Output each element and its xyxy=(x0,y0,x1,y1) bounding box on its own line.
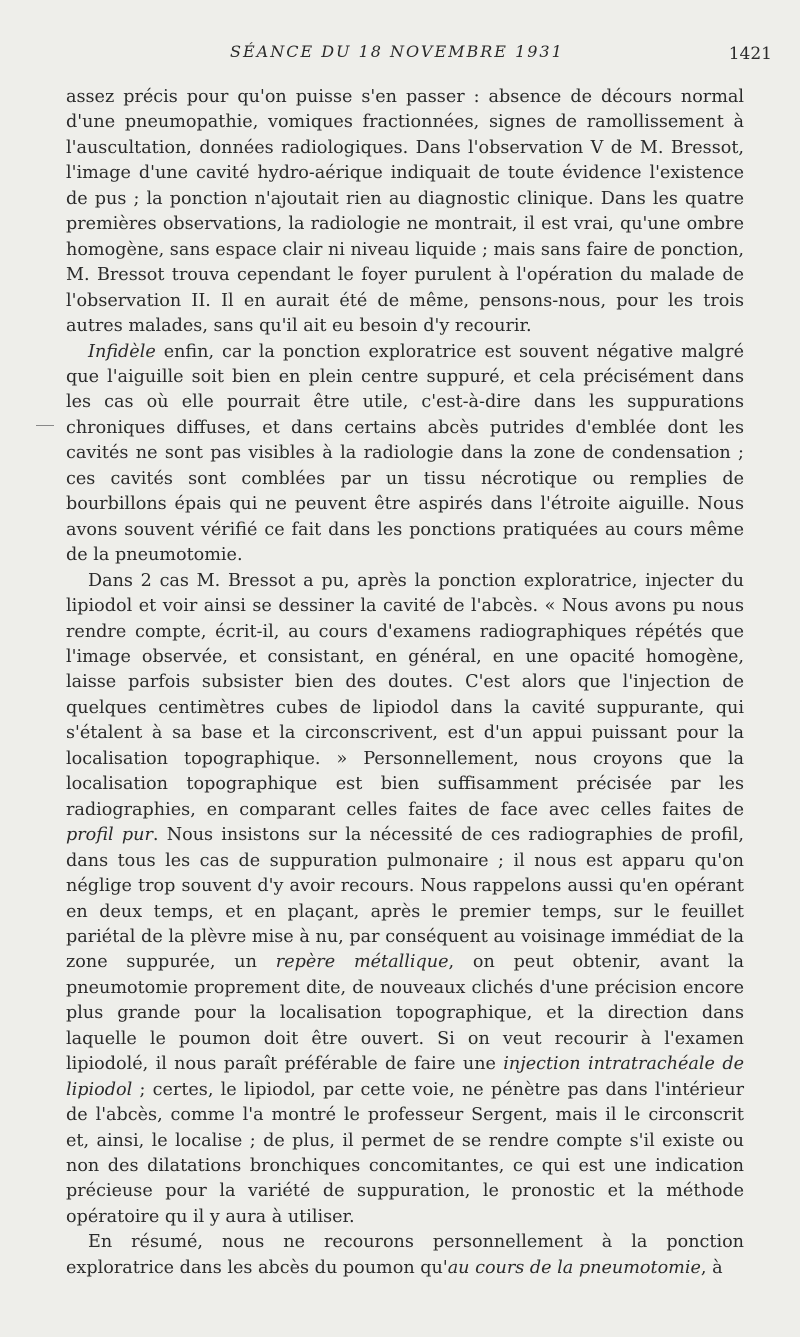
text-span: Dans 2 cas M. Bressot a pu, après la ponction exploratrice, injecter du lipiodol et voir ainsi se dessiner la cavité de l'abcès. « Nous avons pu nous rendre compte, écrit-il, au cours d'examens radiographiques répétés que l'image observée, et consistant, en général, en une opacité homogène, laisse parfois subsister bien des doutes. C'est alors que l'injection de quelques centimètres cubes de lipiodol dans la cavité suppurante, qui s'étalent à sa base et la circonscrivent, est d'un appui puissant pour la localisation topographique. » Personnellement, nous croyons que la localisation topographique est bien suffisamment précisée par les radiographies, en comparant celles faites de face avec celles faites de xyxy=(66,570,744,820)
italic-term: profil pur xyxy=(66,825,153,846)
text-span: , à xyxy=(700,1257,723,1278)
paragraph xyxy=(66,340,744,569)
page-header xyxy=(0,40,800,72)
paragraph xyxy=(66,1230,744,1281)
paragraph xyxy=(66,85,744,340)
text-span: . Nous insistons sur la nécessité de ces radiographies de profil, dans tous les cas de suppuration pulmonaire ; il nous est apparu qu'on néglige trop souvent d'y avoir recours. Nous rappelons aussi qu'en opérant en deux temps, et en plaçant, après le premier temps, sur le feuillet pariétal de la plèvre mise à nu, par conséquent au voisinage immédiat de la zone suppurée, un xyxy=(66,825,744,973)
body-text xyxy=(66,85,744,1281)
margin-mark xyxy=(36,425,54,426)
italic-term: repère métallique xyxy=(275,952,449,973)
text-span: En résumé, nous ne recourons personnellement à la ponction exploratrice dans les abcès du poumon qu' xyxy=(66,1232,744,1278)
italic-term: Infidèle xyxy=(88,341,156,362)
italic-term: au cours de la pneumotomie xyxy=(447,1257,701,1278)
page-number: 1421 xyxy=(728,44,772,64)
running-title: SÉANCE DU 18 NOVEMBRE 1931 xyxy=(230,42,564,61)
text-span: , on peut obtenir, avant la pneumotomie proprement dite, de nouveaux clichés d'une précision encore plus grande pour la localisation topographique, et la direction dans laquelle le poumon doit être ouvert. Si on veut recourir à l'examen lipiodolé, il nous paraît préférable de faire une xyxy=(66,952,745,1075)
paragraph xyxy=(66,569,744,1231)
text-span: assez précis pour qu'on puisse s'en passer : absence de décours normal d'une pneumopathie, vomiques fractionnées, signes de ramollissement à l'auscultation, données radiologiques. Dans l'observation V de M. Bressot, l'image d'une cavité hydro-aérique indiquait de toute évidence l'existence de pus ; la ponction n'ajoutait rien au diagnostic clinique. Dans les quatre premières observations, la radiologie ne montrait, il est vrai, qu'une ombre homogène, sans espace clair ni niveau liquide ; mais sans faire de ponction, M. Bressot trouva cependant le foyer purulent à l'opération du malade de l'observation II. Il en aurait été de même, pensons-nous, pour les trois autres malades, sans qu'il ait eu besoin d'y recourir. xyxy=(66,87,744,337)
text-span: ; certes, le lipiodol, par cette voie, ne pénètre pas dans l'intérieur de l'abcès, comme l'a montré le professeur Sergent, mais il le circonscrit et, ainsi, le localise ; de plus, il permet de se rendre compte s'il existe ou non des dilatations bronchiques concomitantes, ce qui est une indication précieuse pour la variété de suppuration, le pronostic et la méthode opératoire qu il y aura à utiliser. xyxy=(66,1079,744,1227)
text-span: enfin, car la ponction exploratrice est souvent négative malgré que l'aiguille soit bien en plein centre suppuré, et cela précisément dans les cas où elle pourrait être utile, c'est-à-dire dans les suppurations chroniques diffuses, et dans certains abcès putrides d'emblée dont les cavités ne sont pas visibles à la radiologie dans la zone de condensation ; ces cavités sont comblées par un tissu nécrotique ou remplies de bourbillons épais qui ne peuvent être aspirés dans l'étroite aiguille. Nous avons souvent vérifié ce fait dans les ponctions pratiquées au cours même de la pneumotomie. xyxy=(66,341,744,566)
italic-term: injection intratrachéale de lipiodol xyxy=(66,1054,744,1100)
